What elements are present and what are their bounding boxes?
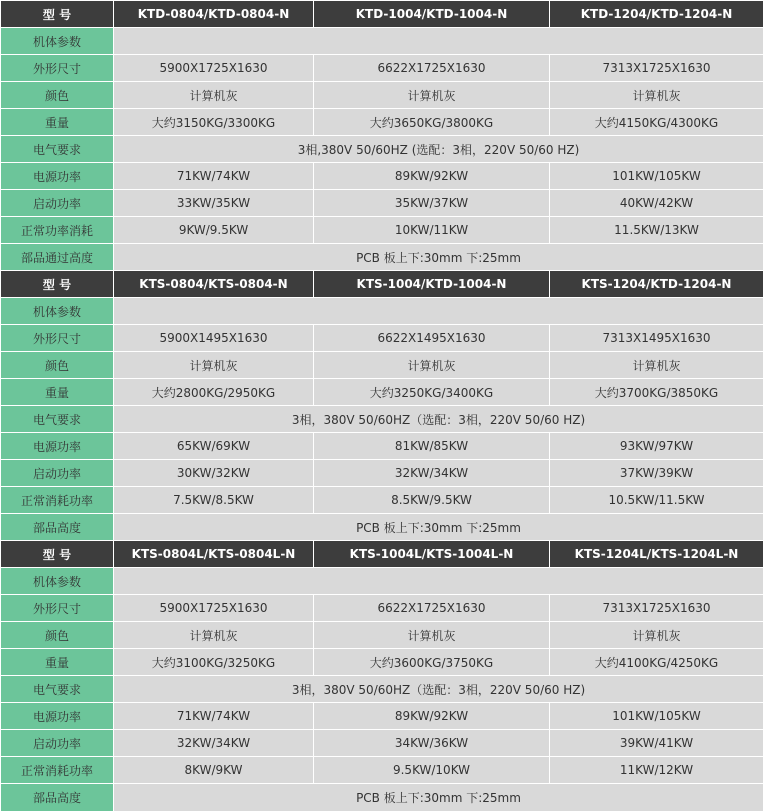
power-value: 101KW/105KW xyxy=(550,163,764,190)
color-value: 计算机灰 xyxy=(550,352,764,379)
color-row xyxy=(1,352,764,379)
normal-power-value: 10.5KW/11.5KW xyxy=(550,487,764,514)
weight-value: 大约3100KG/3250KG xyxy=(114,649,314,676)
electrical-row xyxy=(1,676,764,703)
startup-power-value: 39KW/41KW xyxy=(550,730,764,757)
row-label: 部品高度 xyxy=(1,784,114,812)
body-params-value xyxy=(114,298,764,325)
weight-row xyxy=(1,109,764,136)
part-height-row xyxy=(1,244,764,271)
normal-power-value: 9KW/9.5KW xyxy=(114,217,314,244)
normal-power-row xyxy=(1,757,764,784)
normal-power-value: 8.5KW/9.5KW xyxy=(314,487,550,514)
row-label: 机体参数 xyxy=(1,28,114,55)
row-label: 颜色 xyxy=(1,352,114,379)
electrical-value: 3相，380V 50/60HZ（选配：3相，220V 50/60 HZ) xyxy=(114,406,764,433)
normal-power-value: 9.5KW/10KW xyxy=(314,757,550,784)
power-row xyxy=(1,433,764,460)
color-value: 计算机灰 xyxy=(114,352,314,379)
body-params-value xyxy=(114,28,764,55)
row-label: 机体参数 xyxy=(1,298,114,325)
weight-value: 大约3650KG/3800KG xyxy=(314,109,550,136)
model-name: KTS-0804/KTS-0804-N xyxy=(114,271,314,298)
row-label: 电源功率 xyxy=(1,433,114,460)
part-height-value: PCB 板上下:30mm 下:25mm xyxy=(114,244,764,271)
dimensions-value: 7313X1495X1630 xyxy=(550,325,764,352)
model-name: KTS-0804L/KTS-0804L-N xyxy=(114,541,314,568)
row-label: 部品高度 xyxy=(1,514,114,541)
normal-power-value: 11.5KW/13KW xyxy=(550,217,764,244)
weight-row xyxy=(1,379,764,406)
power-row xyxy=(1,163,764,190)
model-name: KTS-1204L/KTS-1204L-N xyxy=(550,541,764,568)
model-label: 型 号 xyxy=(1,271,114,298)
power-value: 89KW/92KW xyxy=(314,703,550,730)
row-label: 颜色 xyxy=(1,82,114,109)
row-label: 颜色 xyxy=(1,622,114,649)
power-value: 101KW/105KW xyxy=(550,703,764,730)
model-label: 型 号 xyxy=(1,1,114,28)
color-row xyxy=(1,622,764,649)
color-value: 计算机灰 xyxy=(550,622,764,649)
body-params-row xyxy=(1,298,764,325)
startup-power-row xyxy=(1,730,764,757)
startup-power-value: 30KW/32KW xyxy=(114,460,314,487)
dimensions-value: 6622X1495X1630 xyxy=(314,325,550,352)
color-value: 计算机灰 xyxy=(314,622,550,649)
part-height-value: PCB 板上下:30mm 下:25mm xyxy=(114,784,764,812)
body-params-row xyxy=(1,28,764,55)
dimensions-value: 6622X1725X1630 xyxy=(314,55,550,82)
startup-power-row xyxy=(1,190,764,217)
row-label: 重量 xyxy=(1,109,114,136)
dimensions-value: 5900X1725X1630 xyxy=(114,55,314,82)
dimensions-value: 5900X1495X1630 xyxy=(114,325,314,352)
electrical-row xyxy=(1,406,764,433)
row-label: 正常功率消耗 xyxy=(1,217,114,244)
normal-power-row xyxy=(1,487,764,514)
startup-power-value: 37KW/39KW xyxy=(550,460,764,487)
color-value: 计算机灰 xyxy=(314,82,550,109)
normal-power-value: 7.5KW/8.5KW xyxy=(114,487,314,514)
model-name: KTD-1004/KTD-1004-N xyxy=(314,1,550,28)
normal-power-value: 10KW/11KW xyxy=(314,217,550,244)
part-height-row xyxy=(1,784,764,812)
color-value: 计算机灰 xyxy=(114,622,314,649)
part-height-row xyxy=(1,514,764,541)
normal-power-row xyxy=(1,217,764,244)
color-row xyxy=(1,82,764,109)
weight-value: 大约4100KG/4250KG xyxy=(550,649,764,676)
power-value: 71KW/74KW xyxy=(114,163,314,190)
row-label: 正常消耗功率 xyxy=(1,757,114,784)
power-value: 81KW/85KW xyxy=(314,433,550,460)
row-label: 电气要求 xyxy=(1,406,114,433)
dimensions-row xyxy=(1,325,764,352)
startup-power-value: 33KW/35KW xyxy=(114,190,314,217)
electrical-row xyxy=(1,136,764,163)
row-label: 电气要求 xyxy=(1,136,114,163)
startup-power-row xyxy=(1,460,764,487)
model-header-row xyxy=(1,541,764,568)
normal-power-value: 8KW/9KW xyxy=(114,757,314,784)
power-value: 89KW/92KW xyxy=(314,163,550,190)
power-value: 65KW/69KW xyxy=(114,433,314,460)
body-params-value xyxy=(114,568,764,595)
weight-value: 大约4150KG/4300KG xyxy=(550,109,764,136)
dimensions-value: 7313X1725X1630 xyxy=(550,595,764,622)
color-value: 计算机灰 xyxy=(114,82,314,109)
model-name: KTS-1004L/KTS-1004L-N xyxy=(314,541,550,568)
row-label: 重量 xyxy=(1,379,114,406)
row-label: 外形尺寸 xyxy=(1,595,114,622)
startup-power-value: 32KW/34KW xyxy=(314,460,550,487)
model-label: 型 号 xyxy=(1,541,114,568)
model-header-row xyxy=(1,271,764,298)
row-label: 启动功率 xyxy=(1,730,114,757)
row-label: 电源功率 xyxy=(1,703,114,730)
color-value: 计算机灰 xyxy=(314,352,550,379)
row-label: 机体参数 xyxy=(1,568,114,595)
model-name: KTD-1204/KTD-1204-N xyxy=(550,1,764,28)
model-name: KTS-1204/KTD-1204-N xyxy=(550,271,764,298)
dimensions-row xyxy=(1,595,764,622)
startup-power-value: 34KW/36KW xyxy=(314,730,550,757)
row-label: 启动功率 xyxy=(1,460,114,487)
row-label: 电气要求 xyxy=(1,676,114,703)
weight-value: 大约3150KG/3300KG xyxy=(114,109,314,136)
dimensions-value: 6622X1725X1630 xyxy=(314,595,550,622)
model-header-row xyxy=(1,1,764,28)
dimensions-row xyxy=(1,55,764,82)
electrical-value: 3相,380V 50/60HZ (选配：3相，220V 50/60 HZ) xyxy=(114,136,764,163)
power-value: 93KW/97KW xyxy=(550,433,764,460)
normal-power-value: 11KW/12KW xyxy=(550,757,764,784)
row-label: 部品通过高度 xyxy=(1,244,114,271)
startup-power-value: 35KW/37KW xyxy=(314,190,550,217)
weight-value: 大约3250KG/3400KG xyxy=(314,379,550,406)
part-height-value: PCB 板上下:30mm 下:25mm xyxy=(114,514,764,541)
row-label: 正常消耗功率 xyxy=(1,487,114,514)
row-label: 重量 xyxy=(1,649,114,676)
weight-value: 大约3700KG/3850KG xyxy=(550,379,764,406)
weight-value: 大约3600KG/3750KG xyxy=(314,649,550,676)
body-params-row xyxy=(1,568,764,595)
weight-row xyxy=(1,649,764,676)
model-name: KTS-1004/KTD-1004-N xyxy=(314,271,550,298)
startup-power-value: 32KW/34KW xyxy=(114,730,314,757)
model-name: KTD-0804/KTD-0804-N xyxy=(114,1,314,28)
color-value: 计算机灰 xyxy=(550,82,764,109)
power-value: 71KW/74KW xyxy=(114,703,314,730)
dimensions-value: 7313X1725X1630 xyxy=(550,55,764,82)
row-label: 启动功率 xyxy=(1,190,114,217)
row-label: 外形尺寸 xyxy=(1,325,114,352)
weight-value: 大约2800KG/2950KG xyxy=(114,379,314,406)
row-label: 外形尺寸 xyxy=(1,55,114,82)
startup-power-value: 40KW/42KW xyxy=(550,190,764,217)
dimensions-value: 5900X1725X1630 xyxy=(114,595,314,622)
row-label: 电源功率 xyxy=(1,163,114,190)
power-row xyxy=(1,703,764,730)
electrical-value: 3相，380V 50/60HZ（选配：3相，220V 50/60 HZ) xyxy=(114,676,764,703)
